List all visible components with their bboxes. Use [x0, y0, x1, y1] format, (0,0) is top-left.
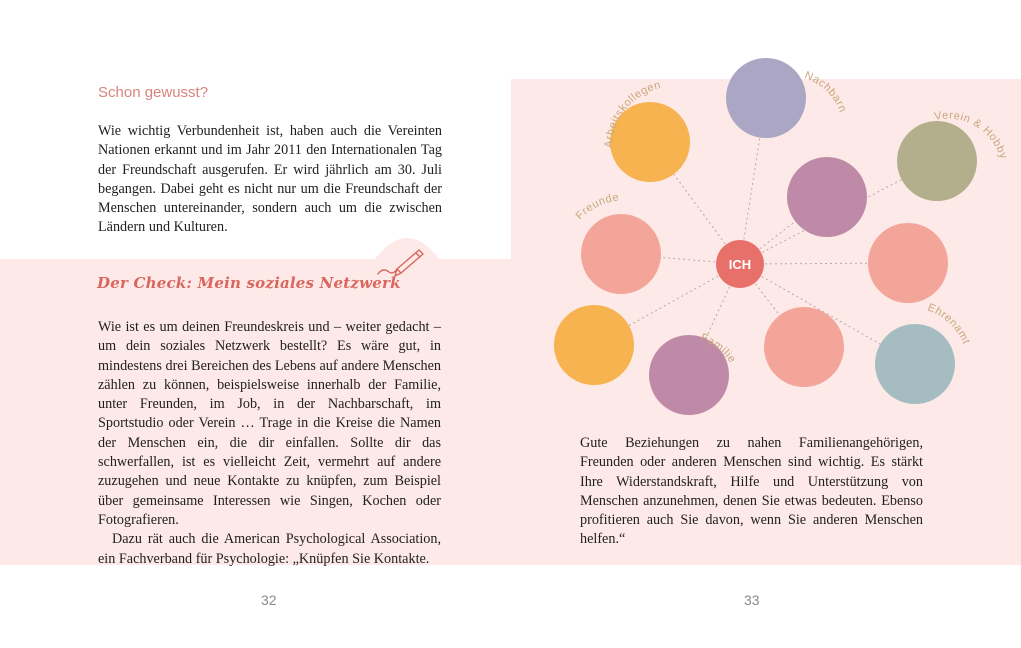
- circle-inner-mauve: [787, 157, 867, 237]
- label-verein-hobby: Verein & Hobby: [933, 109, 1010, 161]
- label-ehrenamt: Ehrenamt: [925, 301, 973, 347]
- label-nachbarn: Nachbarn: [802, 69, 849, 115]
- kicker-heading: Schon gewusst?: [98, 84, 209, 101]
- circle-bottom-pink: [764, 307, 844, 387]
- circle-verein-hobby: [897, 121, 977, 201]
- body-paragraph-2: Dazu rät auch die American Psychological Association, ein Fachverband für Psychologie: „Knüpfen Sie Kontakte.: [98, 531, 441, 567]
- right-body-text: Gute Beziehungen zu nahen Familienangehörigen, Freunden oder anderen Menschen sind wichtig. Es stärkt Ihre Widerstandskraft, Hilfe und Unterstützung von Menschen anzunehmen, denen Sie etwas bedeuten. Ebenso profitieren auch Sie davon, wenn Sie anderen Menschen helfen.“: [580, 435, 923, 548]
- circle-nachbarn: [726, 58, 806, 138]
- label-arbeitskollegen: Arbeitskollegen: [602, 78, 663, 149]
- page-number-left: 32: [261, 592, 277, 608]
- center-label: ICH: [728, 257, 752, 272]
- section-title: Der Check: Mein soziales Netzwerk: [97, 274, 401, 292]
- page-number-right: 33: [744, 592, 760, 608]
- label-freunde: Freunde: [573, 191, 620, 223]
- circle-right-pink: [868, 223, 948, 303]
- right-body-paragraph: [580, 434, 923, 550]
- circle-freunde: [581, 214, 661, 294]
- body-paragraph-1: Wie ist es um deinen Freundeskreis und – weiter gedacht – um dein soziales Netzwerk bestellt? Es wäre gut, in mindestens drei Bereichen des Lebens auf andere Menschen zählen zu können, beispielsweise innerhalb der Familie, unter Freunden, im Job, in der Nachbarschaft, im Sportstudio oder Verein … Trage in die Kreise die Namen der Menschen ein, die dir einfallen. Sollte dir das schwerfallen, ist es vielleicht Zeit, vermehrt auf andere zuzugehen und neue Kontakte zu knüpfen, zum Beispiel über gemeinsame Interessen wie Singen, Kochen oder Fotografieren.: [98, 319, 441, 528]
- circle-bottom-orange: [554, 305, 634, 385]
- intro-text: Wie wichtig Verbundenheit ist, haben auch die Vereinten Nationen erkannt und im Jahr 2011 den Internationalen Tag der Freundschaft ausgerufen. Er wird jährlich am 30. Juli begangen. Dabei geht es nicht nur um die Freundschaft der Menschen untereinander, sondern auch um die zwischen Ländern und Kulturen.: [98, 123, 442, 236]
- circle-ehrenamt: [875, 324, 955, 404]
- label-familie: Familie: [698, 331, 739, 366]
